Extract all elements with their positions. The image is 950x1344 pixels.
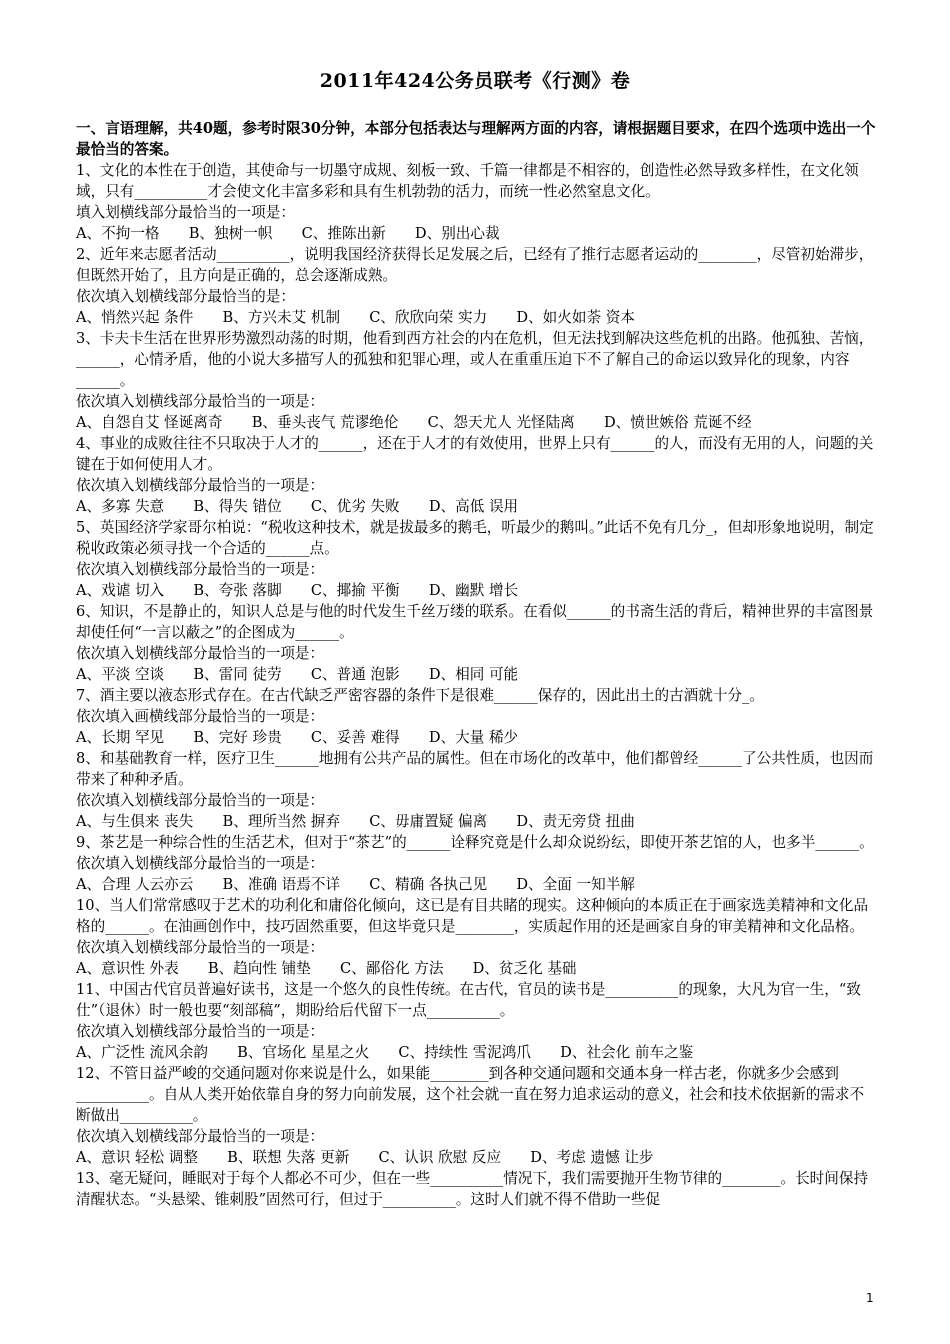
question-5-prompt: 依次填入划横线部分最恰当的一项是： <box>76 561 325 578</box>
question-10-prompt: 依次填入划横线部分最恰当的一项是： <box>76 939 325 956</box>
question-6-stem: 6、知识，不是静止的，知识人总是与他的时代发生千丝万缕的联系。在看似______的书斋生活的背后，精神世界的丰富图景却使任何“一言以蔽之”的企图成为______。 <box>76 603 874 641</box>
question-12-options: A、意识 轻松 调整 B、联想 失落 更新 C、认识 欣慰 反应 D、考虑 遗憾 让步 <box>76 1149 654 1166</box>
page-number: 1 <box>866 1291 874 1305</box>
page-title: 2011年424公务员联考《行测》卷 <box>319 70 631 92</box>
question-3-prompt: 依次填入划横线部分最恰当的一项是： <box>76 393 325 410</box>
question-4-options: A、多寡 失意 B、得失 错位 C、优劣 失败 D、高低 误用 <box>76 498 519 515</box>
question-1-prompt: 填入划横线部分最恰当的一项是： <box>76 204 295 221</box>
question-9-options: A、合理 人云亦云 B、准确 语焉不详 C、精确 各执己见 D、全面 一知半解 <box>76 876 635 893</box>
question-2-stem: 2、近年来志愿者活动__________，说明我国经济获得长足发展之后，已经有了推行志愿者运动的________，尽管初始滞步，但既然开始了，且方向是正确的，总会逐渐成熟。 <box>76 246 874 284</box>
question-3-options: A、自怨自艾 怪诞离奇 B、垂头丧气 荒谬绝伦 C、怨天尤人 光怪陆离 D、愤世嫉俗 荒诞不经 <box>76 414 752 431</box>
question-8-stem: 8、和基础教育一样，医疗卫生______地拥有公共产品的属性。但在市场化的改革中，他们都曾经______了公共性质，也因而带来了种种矛盾。 <box>76 750 874 788</box>
question-7-options: A、长期 罕见 B、完好 珍贵 C、妥善 难得 D、大量 稀少 <box>76 729 519 746</box>
question-6-options: A、平淡 空谈 B、雷同 徒劳 C、普通 泡影 D、相同 可能 <box>76 666 519 683</box>
document-body <box>76 118 876 1210</box>
question-3-stem: 3、卡夫卡生活在世界形势激烈动荡的时期，他看到西方社会的内在危机，但无法找到解决这些危机的出路。他孤独、苦恼，______，心情矛盾，他的小说大多描写人的孤独和犯罪心理，或人在重重压迫下不了解自己的命运以致异化的现象，内容______。 <box>76 330 874 389</box>
question-12-stem: 12、不管日益严峻的交通问题对你来说是什么，如果能________到各种交通问题和交通本身一样古老，你就多少会感到__________。自从人类开始依靠自身的努力向前发展，这个社会就一直在努力追求运动的意义，社会和技术依据新的需求不断做出__________。 <box>76 1065 865 1124</box>
question-9-stem: 9、茶艺是一种综合性的生活艺术，但对于“茶艺”的______诠释究竟是什么却众说纷纭，即使开茶艺馆的人，也多半______。 <box>76 834 874 851</box>
question-10-options: A、意识性 外表 B、趋向性 铺垫 C、鄙俗化 方法 D、贫乏化 基础 <box>76 960 577 977</box>
question-6-prompt: 依次填入划横线部分最恰当的一项是： <box>76 645 325 662</box>
question-5-stem: 5、英国经济学家哥尔柏说：“税收这种技术，就是拔最多的鹅毛，听最少的鹅叫。”此话不免有几分_，但却形象地说明，制定税收政策必须寻找一个合适的______点。 <box>76 519 874 557</box>
question-13-stem: 13、毫无疑问，睡眠对于每个人都必不可少，但在一些__________情况下，我们需要抛开生物节律的________。长时间保持清醒状态。“头悬梁、锥刺股”固然可行，但过于__________。这时人们就不得不借助一些促 <box>76 1170 869 1208</box>
question-4-prompt: 依次填入划横线部分最恰当的一项是： <box>76 477 325 494</box>
question-11-stem: 11、中国古代官员普遍好读书，这是一个悠久的良性传统。在古代，官员的读书是__________的现象，大凡为官一生，“致仕”（退休）时一般也要“刻部稿”，期盼给后代留下一点__________。 <box>76 981 861 1019</box>
question-12-prompt: 依次填入划横线部分最恰当的一项是： <box>76 1128 325 1145</box>
question-1-options: A、不拘一格 B、独树一帜 C、推陈出新 D、别出心裁 <box>76 225 500 242</box>
question-7-stem: 7、酒主要以液态形式存在。在古代缺乏严密容器的条件下是很难______保存的，因此出土的古酒就十分_。 <box>76 687 764 704</box>
question-9-prompt: 依次填入划横线部分最恰当的一项是： <box>76 855 325 872</box>
question-11-options: A、广泛性 流风余韵 B、官场化 星星之火 C、持续性 雪泥鸿爪 D、社会化 前车之鉴 <box>76 1044 694 1061</box>
question-2-prompt: 依次填入划横线部分最恰当的是： <box>76 288 295 305</box>
question-8-prompt: 依次填入划横线部分最恰当的一项是： <box>76 792 325 809</box>
question-8-options: A、与生俱来 丧失 B、理所当然 摒弃 C、毋庸置疑 偏离 D、责无旁贷 扭曲 <box>76 813 635 830</box>
question-7-prompt: 依次填入画横线部分最恰当的一项是： <box>76 708 325 725</box>
question-10-stem: 10、当人们常常感叹于艺术的功利化和庸俗化倾向，这已是有目共睹的现实。这种倾向的本质正在于画家选美精神和文化品格的______。在油画创作中，技巧固然重要，但这毕竟只是________，实质起作用的还是画家自身的审美精神和文化品格。 <box>76 897 869 935</box>
question-5-options: A、戏谑 切入 B、夸张 落脚 C、揶揄 平衡 D、幽默 增长 <box>76 582 519 599</box>
section-heading: 一、言语理解，共40题，参考时限30分钟，本部分包括表达与理解两方面的内容，请根据题目要求，在四个选项中选出一个最恰当的答案。 <box>76 120 876 158</box>
question-11-prompt: 依次填入划横线部分最恰当的一项是： <box>76 1023 325 1040</box>
question-2-options: A、悄然兴起 条件 B、方兴未艾 机制 C、欣欣向荣 实力 D、如火如荼 资本 <box>76 309 635 326</box>
question-4-stem: 4、事业的成败往往不只取决于人才的______，还在于人才的有效使用，世界上只有______的人，而没有无用的人，问题的关键在于如何使用人才。 <box>76 435 874 473</box>
question-1-stem: 1、文化的本性在于创造，其使命与一切墨守成规、刻板一致、千篇一律都是不相容的，创造性必然导致多样性，在文化领域，只有__________才会使文化丰富多彩和具有生机勃勃的活力，而统一性必然窒息文化。 <box>76 162 859 200</box>
